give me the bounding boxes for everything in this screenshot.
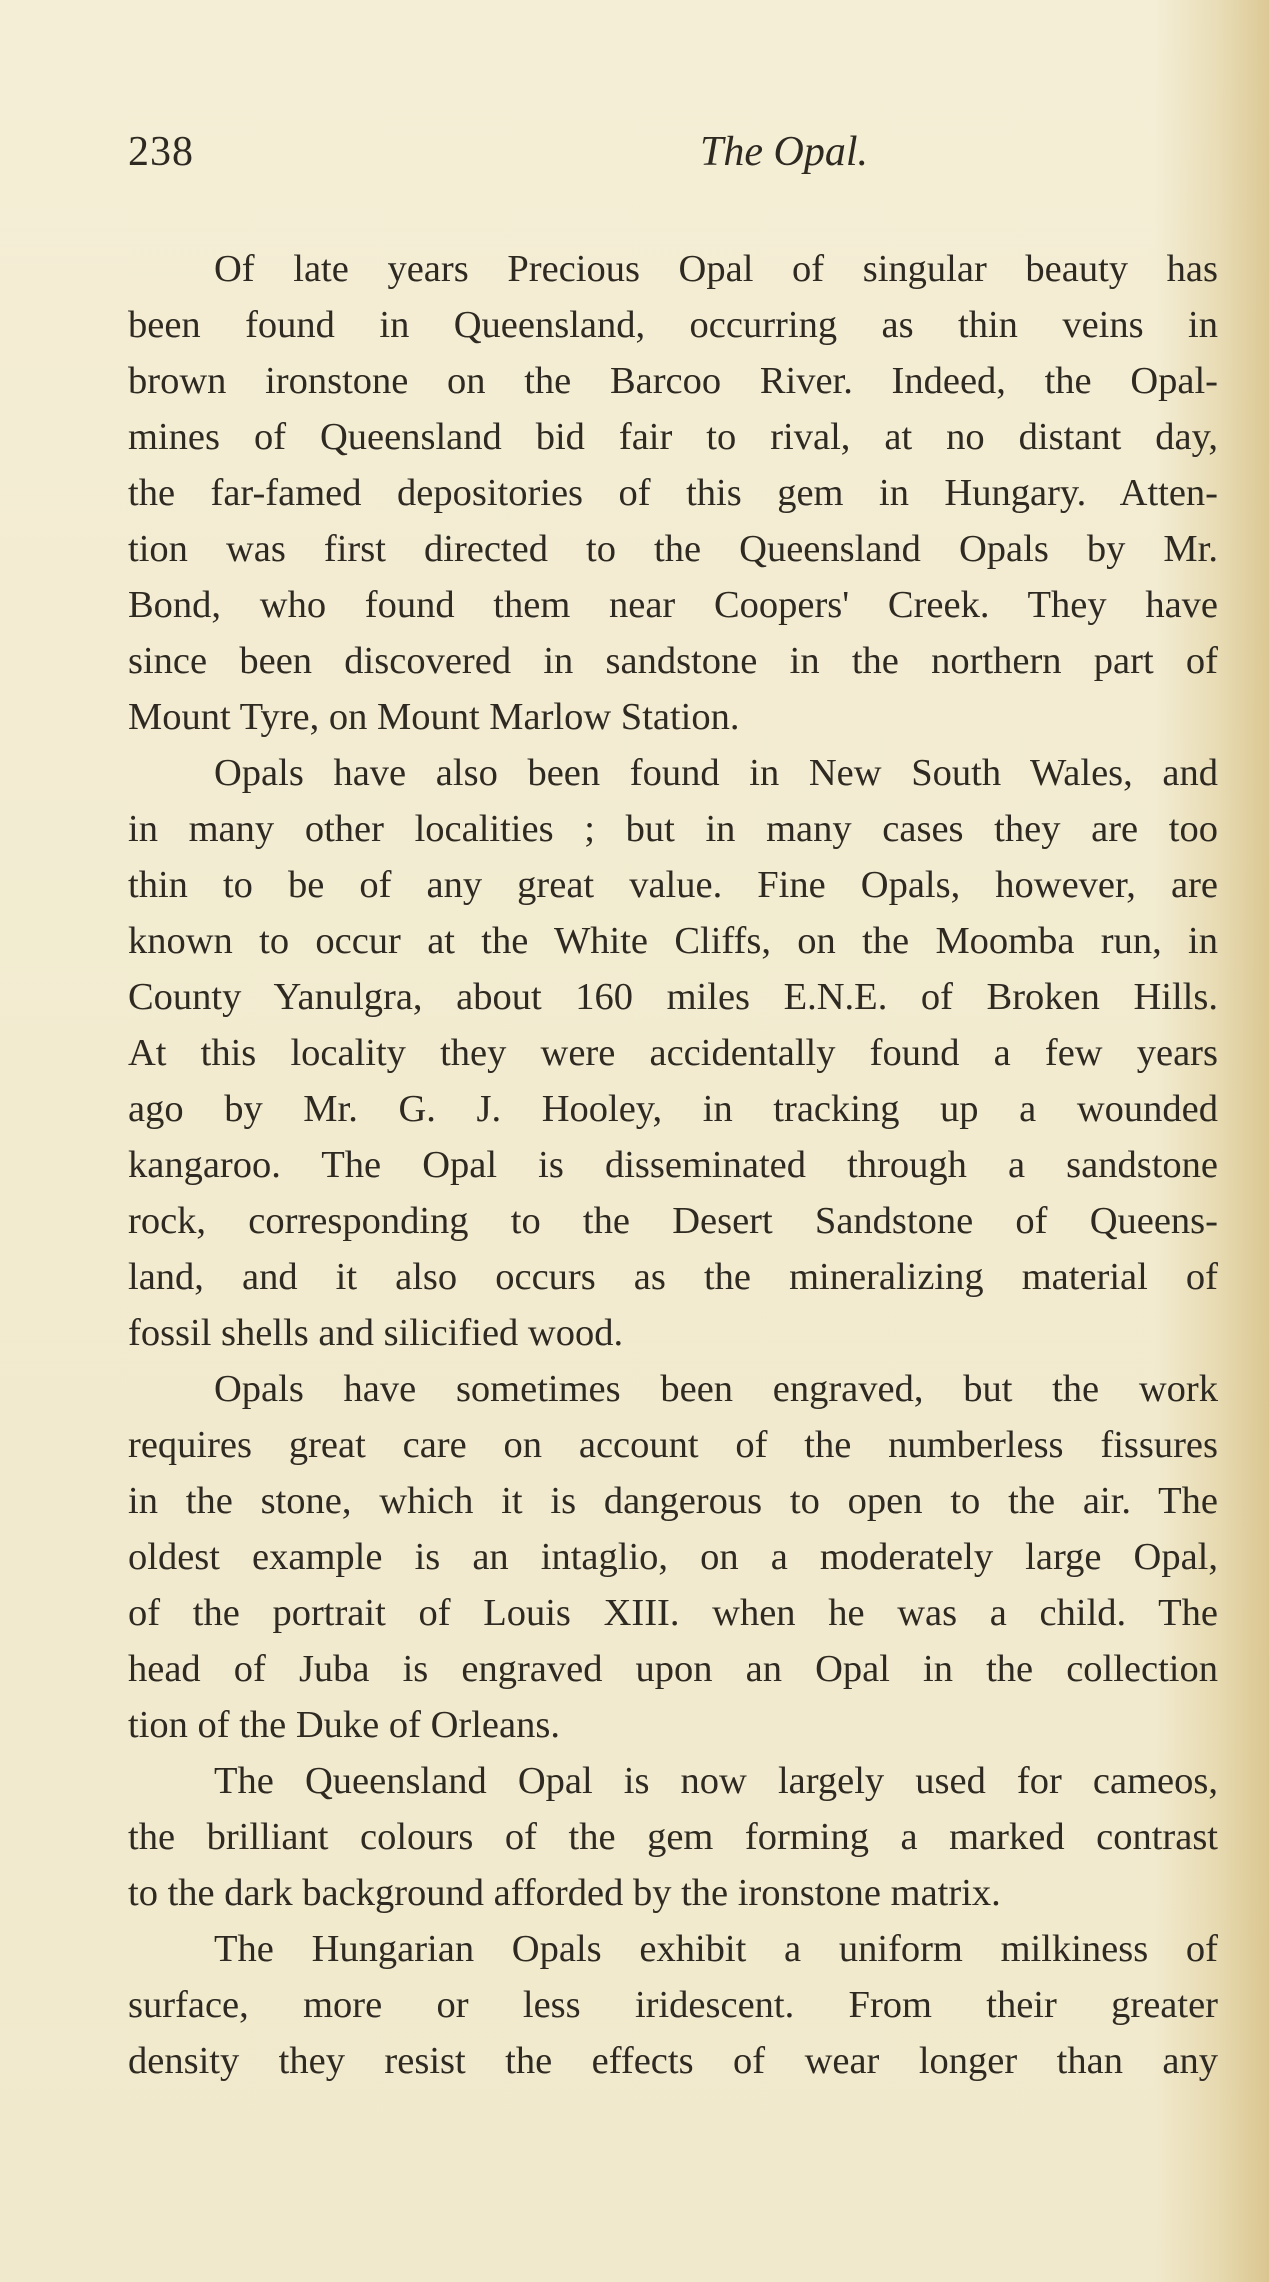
text-line: County Yanulgra, about 160 miles E.N.E. of Broken Hills. [128,976,1218,1018]
text-line: The Hungarian Opals exhibit a uniform milkiness of [214,1928,1218,1970]
page-number: 238 [128,129,194,175]
text-line: been found in Queensland, occurring as thin veins in [128,304,1218,346]
text-line: to the dark background afforded by the ironstone matrix. [128,1872,1001,1914]
text-line: The Queensland Opal is now largely used for cameos, [214,1760,1218,1802]
page-header [128,128,1208,192]
text-line: Opals have also been found in New South Wales, and [214,752,1218,794]
text-line: kangaroo. The Opal is disseminated through a sandstone [128,1144,1218,1186]
body-text [128,241,1218,2089]
text-line: fossil shells and silicified wood. [128,1312,624,1354]
text-line: mines of Queensland bid fair to rival, at no distant day, [128,416,1218,458]
text-line: brown ironstone on the Barcoo River. Indeed, the Opal- [128,360,1218,402]
text-line: the far-famed depositories of this gem in Hungary. Atten- [128,472,1218,514]
running-title: The Opal. [700,129,868,175]
text-line: Mount Tyre, on Mount Marlow Station. [128,696,740,738]
text-line: in many other localities ; but in many cases they are too [128,808,1218,850]
text-line: in the stone, which it is dangerous to open to the air. The [128,1480,1218,1522]
text-line: Opals have sometimes been engraved, but the work [214,1368,1218,1410]
text-line: tion was first directed to the Queensland Opals by Mr. [128,528,1218,570]
text-line: At this locality they were accidentally found a few years [128,1032,1218,1074]
text-line: tion of the Duke of Orleans. [128,1704,560,1746]
text-line: surface, more or less iridescent. From their greater [128,1984,1218,2026]
text-line: ago by Mr. G. J. Hooley, in tracking up a wounded [128,1088,1218,1130]
text-line: thin to be of any great value. Fine Opals, however, are [128,864,1218,906]
text-line: requires great care on account of the numberless fissures [128,1424,1218,1466]
text-line: rock, corresponding to the Desert Sandstone of Queens- [128,1200,1218,1242]
text-line: the brilliant colours of the gem forming a marked contrast [128,1816,1218,1858]
text-line: land, and it also occurs as the mineralizing material of [128,1256,1218,1298]
text-line: density they resist the effects of wear longer than any [128,2040,1218,2082]
text-line: Bond, who found them near Coopers' Creek. They have [128,584,1218,626]
text-line: head of Juba is engraved upon an Opal in the collection [128,1648,1218,1690]
text-line: known to occur at the White Cliffs, on the Moomba run, in [128,920,1218,962]
text-line: of the portrait of Louis XIII. when he was a child. The [128,1592,1218,1634]
text-line: Of late years Precious Opal of singular beauty has [214,248,1218,290]
text-line: since been discovered in sandstone in the northern part of [128,640,1218,682]
text-line: oldest example is an intaglio, on a moderately large Opal, [128,1536,1218,1578]
